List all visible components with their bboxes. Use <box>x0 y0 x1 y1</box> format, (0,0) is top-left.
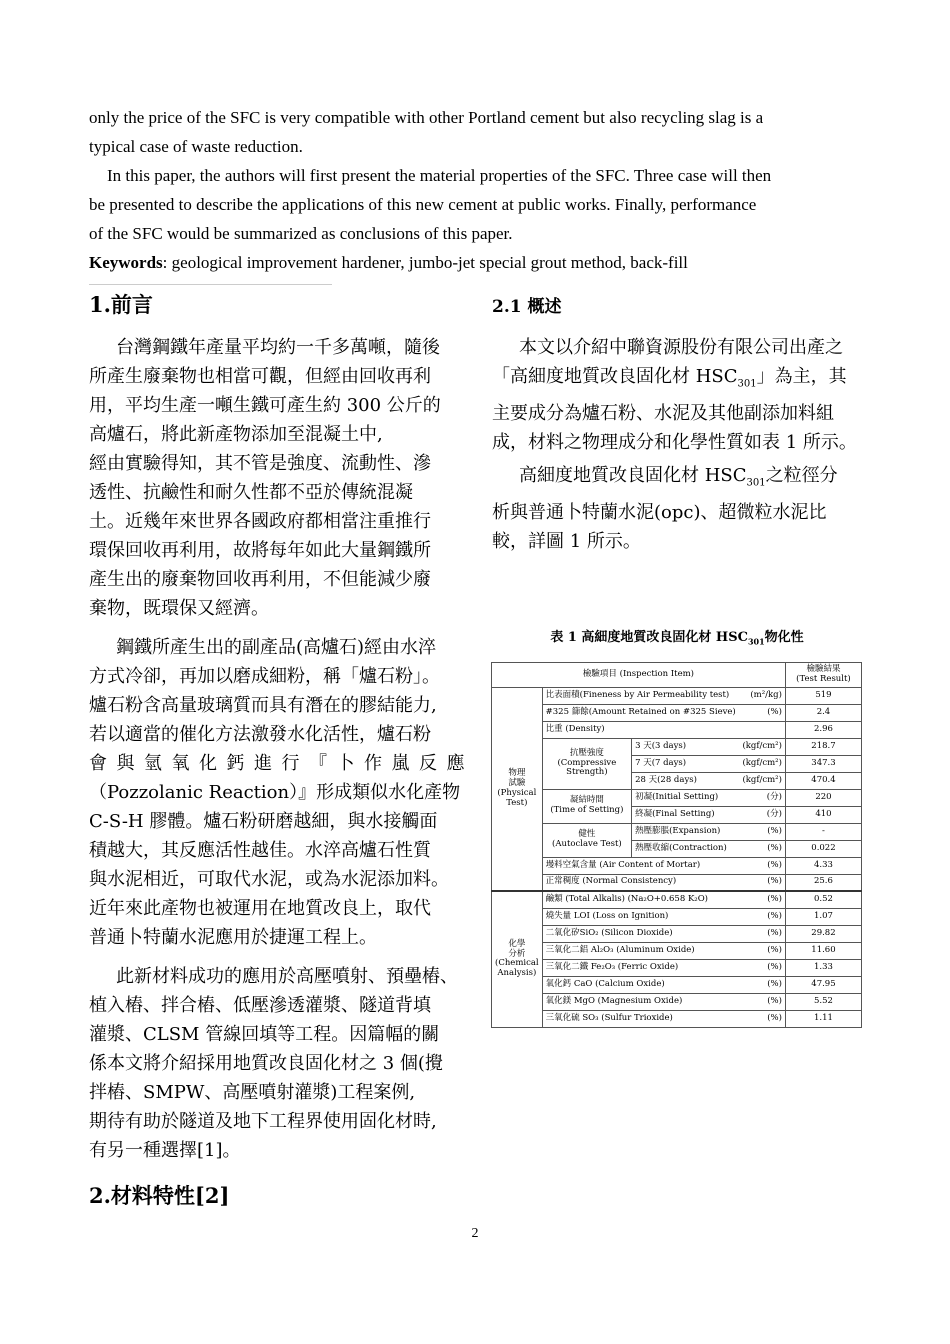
table-value: 5.52 <box>785 993 861 1010</box>
table-row: 氧化鈣 CaO (Calcium Oxide) (%) <box>542 976 785 993</box>
divider <box>89 284 332 285</box>
text-line: 若以適當的催化方法激發水化活性，爐石粉 <box>89 724 431 745</box>
table-row: 三氧化二鋁 Al₂O₃ (Aluminum Oxide) (%) <box>542 942 785 959</box>
text-line: 較，詳圖 1 所示。 <box>492 530 641 552</box>
text-line: 高爐石，將此新產物添加至混凝土中, <box>89 424 383 445</box>
text-line: 主要成分為爐石粉、水泥及其他副添加料組 <box>492 402 834 424</box>
abstract-line: typical case of waste reduction. <box>89 137 303 156</box>
text-line: 透性、抗鹼性和耐久性都不亞於傳統混凝 <box>89 482 413 503</box>
page-number: 2 <box>471 1226 479 1241</box>
table-value: 0.022 <box>785 840 861 857</box>
abstract-line: only the price of the SFC is very compatible with other Portland cement but also recycling slag is a <box>89 108 764 127</box>
abstract <box>89 103 869 277</box>
text-line: 方式冷卻，再加以磨成細粉，稱「爐石粉」。 <box>89 666 440 687</box>
text-line: 會與氫氧化鈣進行『卜作嵐反應 <box>89 753 474 774</box>
table-row: 7 天(7 days) (kgf/cm²) <box>632 755 786 772</box>
text-line: 係本文將介紹採用地質改良固化材之 3 個(攪 <box>89 1053 443 1074</box>
section-heading-materials: 2.材料特性[2] <box>89 1183 230 1208</box>
text-line: 植入樁、拌合樁、低壓滲透灌漿、隧道背填 <box>89 995 431 1016</box>
group-setting: 凝結時間 (Time of Setting) <box>542 789 631 823</box>
table-row: 比表面積(Fineness by Air Permeability test) (m²/kg) <box>542 687 785 704</box>
intro-paragraph-2 <box>89 633 474 952</box>
table-row: #325 篩餘(Amount Retained on #325 Sieve) (%) <box>542 704 785 721</box>
intro-paragraph-1 <box>89 333 469 623</box>
table-value: 1.11 <box>785 1010 861 1027</box>
text-line: 台灣鋼鐵年產量平均約一千多萬噸，隨後 <box>116 337 440 358</box>
table-row: 氧化鎂 MgO (Magnesium Oxide) (%) <box>542 993 785 1010</box>
table-value: 470.4 <box>785 772 861 789</box>
table-row: 三氧化二鐵 Fe₂O₃ (Ferric Oxide) (%) <box>542 959 785 976</box>
intro-paragraph-3 <box>89 962 474 1165</box>
table-row: 3 天(3 days) (kgf/cm²) <box>632 738 786 755</box>
text-line: 與水泥相近，可取代水泥，或為水泥添加料。 <box>89 869 449 890</box>
keywords-text: : geological improvement hardener, jumbo-jet special grout method, back-fill <box>162 253 688 272</box>
table-header-result: 檢驗結果 (Test Result) <box>785 663 861 688</box>
table-row: 熱壓膨脹(Expansion) (%) <box>632 823 786 840</box>
text-line: （Pozzolanic Reaction）』形成類似水化產物 <box>89 782 461 803</box>
table-row: 比重 (Density) <box>542 721 785 738</box>
table-value: 410 <box>785 806 861 823</box>
text-line: 高細度地質改良固化材 $HSC_{301}$之粒徑分 <box>519 465 838 489</box>
section-heading-intro: 1.前言 <box>89 292 153 317</box>
text-line: 期待有助於隧道及地下工程界使用固化材時, <box>89 1111 437 1132</box>
table-row: 鹼類 (Total Alkalis) (Na₂O+0.658 K₂O) (%) <box>542 891 785 908</box>
text-line: 拌樁、SMPW、高壓噴射灌漿)工程案例, <box>89 1082 416 1103</box>
text-line: 本文以介紹中聯資源股份有限公司出產之 <box>519 337 843 358</box>
table-value: - <box>785 823 861 840</box>
group-physical: 物理 試驗 (Physical Test) <box>492 687 543 891</box>
text-line: 環保回收再利用，故將每年如此大量鋼鐵所 <box>89 540 431 561</box>
table-value: 220 <box>785 789 861 806</box>
table-row: 終凝(Final Setting) (分) <box>632 806 786 823</box>
overview-paragraph-2 <box>492 461 872 556</box>
text-line: 棄物，既環保又經濟。 <box>89 598 269 619</box>
text-line: 所產生廢棄物也相當可觀，但經由回收再利 <box>89 366 431 387</box>
table-value: 0.52 <box>785 891 861 908</box>
properties-table <box>491 662 862 1028</box>
subsection-heading-overview: 2.1 概述 <box>492 297 562 317</box>
table-value: 29.82 <box>785 925 861 942</box>
table-row: 熱壓收縮(Contraction) (%) <box>632 840 786 857</box>
text-line: 積越大，其反應活性越佳。水淬高爐石性質 <box>89 840 431 861</box>
text-line: 成，材料之物理成分和化學性質如表 1 所示。 <box>492 431 857 453</box>
text-line: 有另一種選擇[1]。 <box>89 1140 241 1161</box>
table-value: 1.07 <box>785 908 861 925</box>
table-row: 二氧化矽SiO₂ (Silicon Dioxide) (%) <box>542 925 785 942</box>
text-line: 用，平均生產一噸生鐵可產生約 300 公斤的 <box>89 395 441 416</box>
table-value: 4.33 <box>785 857 861 874</box>
table-value: 1.33 <box>785 959 861 976</box>
text-line: 灌漿、CLSM 管線回填等工程。因篇幅的關 <box>89 1024 440 1045</box>
table-value: 2.4 <box>785 704 861 721</box>
overview-paragraph-1 <box>492 333 872 457</box>
text-line: 此新材料成功的應用於高壓噴射、預壘樁、 <box>116 966 458 987</box>
table-value: 25.6 <box>785 874 861 891</box>
table-value: 11.60 <box>785 942 861 959</box>
table-caption: 表 1 高細度地質改良固化材 $HSC_{301}$物化性 <box>550 630 804 647</box>
table-value: 347.3 <box>785 755 861 772</box>
text-line: 近年來此產物也被運用在地質改良上，取代 <box>89 898 431 919</box>
group-chemical: 化學 分析 (Chemical Analysis) <box>492 891 543 1027</box>
table-row: 三氧化硫 SO₃ (Sulfur Trioxide) (%) <box>542 1010 785 1027</box>
text-line: 析與普通卜特蘭水泥(opc)、超微粒水泥比 <box>492 501 827 523</box>
text-line: 土。近幾年來世界各國政府都相當注重推行 <box>89 511 431 532</box>
table-value: 47.95 <box>785 976 861 993</box>
abstract-line: be presented to describe the applications of this new cement at public works. Finally, performance <box>89 195 757 214</box>
text-line: 經由實驗得知，其不管是強度、流動性、滲 <box>89 453 431 474</box>
text-line: 「高細度地質改良固化材 $HSC_{301}$」為主，其 <box>492 366 847 390</box>
table-value: 2.96 <box>785 721 861 738</box>
text-line: 產生出的廢棄物回收再利用，不但能減少廢 <box>89 569 431 590</box>
abstract-line: In this paper, the authors will first present the material properties of the SFC. Three case will then <box>107 166 772 185</box>
keywords-label: Keywords <box>89 253 163 272</box>
table-row: 燒失量 LOI (Loss on Ignition) (%) <box>542 908 785 925</box>
table-row: 28 天(28 days) (kgf/cm²) <box>632 772 786 789</box>
table-row: 初凝(Initial Setting) (分) <box>632 789 786 806</box>
keywords <box>89 248 869 277</box>
text-line: C-S-H 膠體。爐石粉研磨越細，與水接觸面 <box>89 811 438 832</box>
group-compressive: 抗壓強度 (Compressive Strength) <box>542 738 631 789</box>
table-header-item: 檢驗項目 (Inspection Item) <box>492 663 786 688</box>
table-row: 正常稠度 (Normal Consistency) (%) <box>542 874 785 891</box>
text-line: 普通卜特蘭水泥應用於捷運工程上。 <box>89 927 377 948</box>
table-value: 218.7 <box>785 738 861 755</box>
text-line: 鋼鐵所產生出的副產品(高爐石)經由水淬 <box>116 637 437 658</box>
text-line: 爐石粉含高量玻璃質而具有潛在的膠結能力, <box>89 695 437 716</box>
abstract-line: of the SFC would be summarized as conclusions of this paper. <box>89 224 513 243</box>
table-value: 519 <box>785 687 861 704</box>
group-soundness: 健性 (Autoclave Test) <box>542 823 631 857</box>
table-row: 墁料空氣含量 (Air Content of Mortar) (%) <box>542 857 785 874</box>
